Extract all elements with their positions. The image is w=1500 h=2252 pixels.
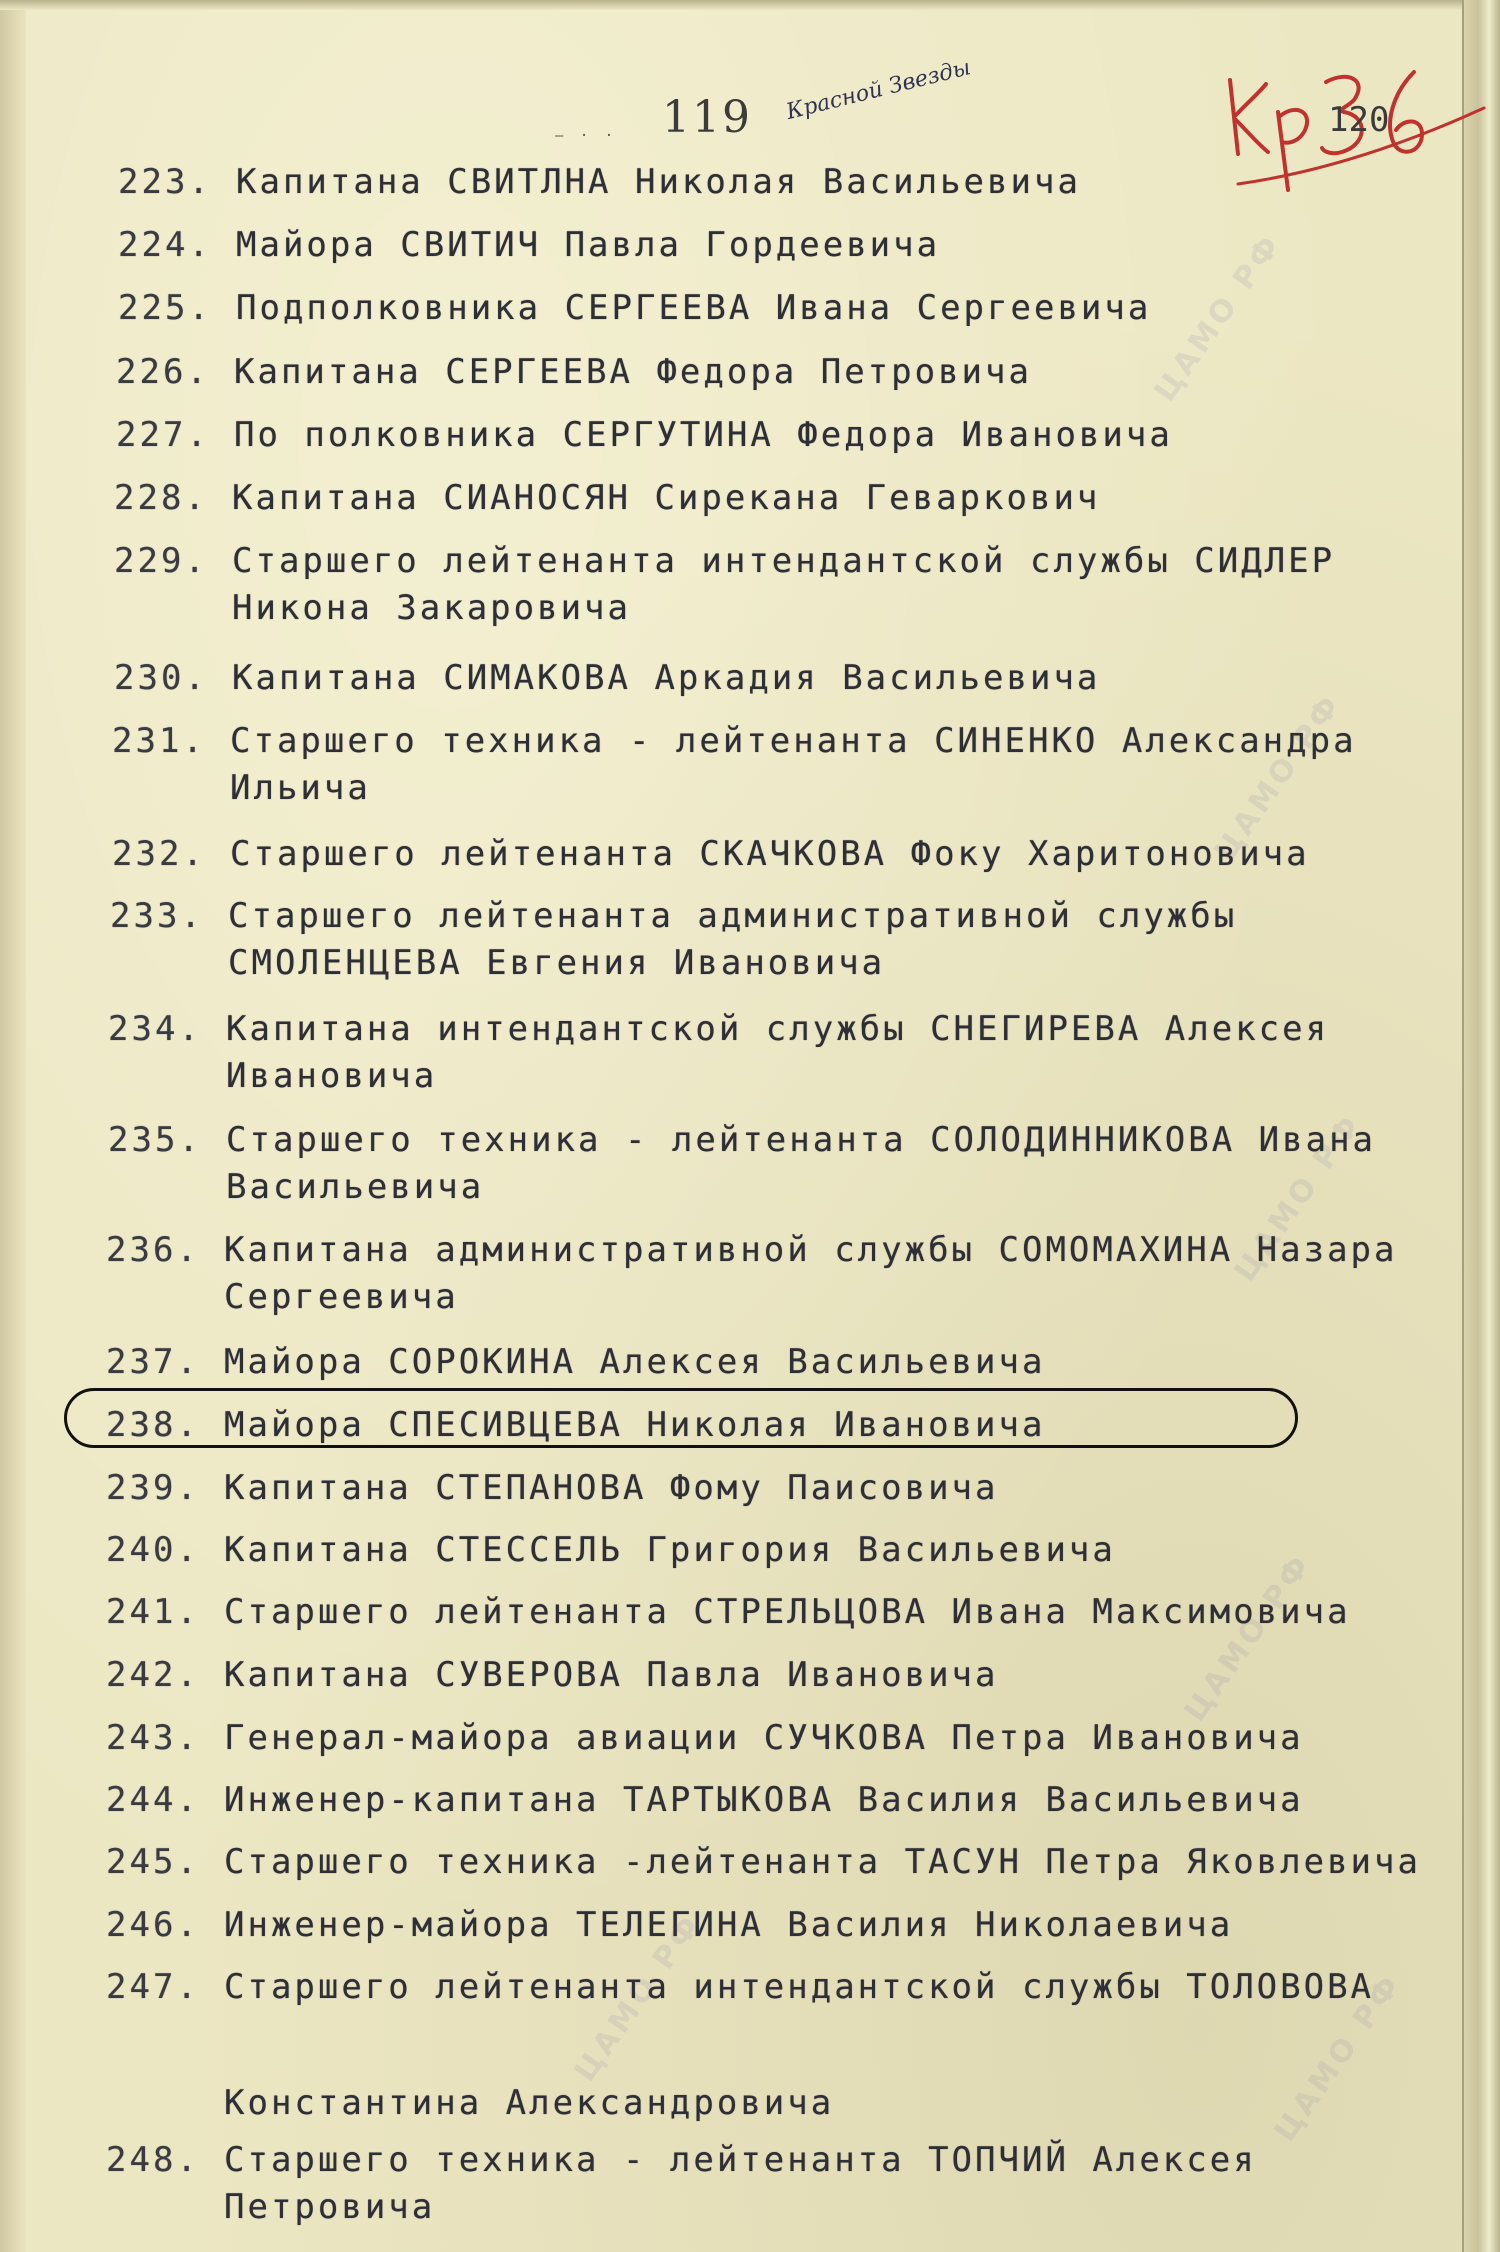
entry-number: 231.: [112, 721, 206, 761]
entry-continuation: Константина Александровича: [224, 2083, 835, 2123]
list-item: [106, 2140, 1257, 2180]
entry-number: 242.: [106, 1655, 200, 1695]
entry-text: Инженер-майора ТЕЛЕГИНА Василия Николаевича: [224, 1905, 1234, 1945]
list-item: [114, 658, 1100, 698]
list-item: [106, 1592, 1351, 1632]
entry-text: Капитана СТЕПАНОВА Фому Паисовича: [224, 1468, 999, 1508]
header-marks: – · ·: [555, 128, 618, 144]
entry-text: Старшего лейтенанта интендантской службы ТОЛОВОВА: [224, 1967, 1375, 2007]
entry-number: 236.: [106, 1230, 200, 1270]
watermark-text: ЦАМО РФ: [567, 1906, 710, 2089]
entry-number: 241.: [106, 1592, 200, 1632]
entry-number: 224.: [118, 225, 212, 265]
entry-text: Капитана СВИТЛНА Николая Васильевича: [236, 162, 1081, 202]
entry-number: 235.: [108, 1120, 202, 1160]
entry-number: 229.: [114, 541, 208, 581]
list-item: [106, 1780, 1304, 1820]
entry-text: Капитана СИАНОСЯН Сирекана Геваркович: [232, 478, 1101, 518]
list-item: [106, 1468, 999, 1508]
entry-text: Старшего лейтенанта интендантской службы СИДЛЕР: [232, 541, 1336, 581]
stamp-text: Красной Звезды: [783, 55, 974, 125]
entry-number: 244.: [106, 1780, 200, 1820]
entry-text: Старшего лейтенанта административной службы: [228, 896, 1238, 936]
entry-text: Капитана СУВЕРОВА Павла Ивановича: [224, 1655, 999, 1695]
list-item: [114, 541, 1335, 581]
entry-number: 239.: [106, 1468, 200, 1508]
entry-number: 237.: [106, 1342, 200, 1382]
list-item: [116, 352, 1032, 392]
entry-text: Капитана интендантской службы СНЕГИРЕВА Алексея: [226, 1009, 1330, 1049]
watermark-text: ЦАМО РФ: [1267, 1966, 1410, 2149]
list-item: [106, 1842, 1421, 1882]
entry-text: Подполковника СЕРГЕЕВА Ивана Сергеевича: [236, 288, 1152, 328]
entry-text: Майора СВИТИЧ Павла Гордеевича: [236, 225, 941, 265]
entry-number: 233.: [110, 896, 204, 936]
entry-number: 230.: [114, 658, 208, 698]
typed-page-number: 120: [1328, 100, 1390, 140]
list-item: [118, 225, 940, 265]
entry-number: 246.: [106, 1905, 200, 1945]
list-item: [106, 1718, 1304, 1758]
list-item: [112, 721, 1357, 761]
entry-continuation: СМОЛЕНЦЕВА Евгения Ивановича: [228, 943, 886, 983]
entry-text: Генерал-майора авиации СУЧКОВА Петра Ивановича: [224, 1718, 1304, 1758]
entry-number: 234.: [108, 1009, 202, 1049]
entry-text: Старшего лейтенанта СТРЕЛЬЦОВА Ивана Максимовича: [224, 1592, 1351, 1632]
list-item: [106, 1230, 1398, 1270]
list-item: [112, 834, 1310, 874]
watermark-text: ЦАМО РФ: [1227, 1106, 1370, 1289]
entry-continuation: Никона Закаровича: [232, 588, 631, 628]
entry-text: Старшего техника -лейтенанта ТАСУН Петра Яковлевича: [224, 1842, 1421, 1882]
list-item: [116, 415, 1173, 455]
watermark-text: ЦАМО РФ: [1177, 1546, 1320, 1729]
entry-number: 227.: [116, 415, 210, 455]
entry-number: 225.: [118, 288, 212, 328]
entry-number: 226.: [116, 352, 210, 392]
highlight-oval: [64, 1388, 1298, 1448]
entry-text: Старшего техника - лейтенанта СИНЕНКО Александра: [230, 721, 1357, 761]
entry-continuation: Сергеевича: [224, 1277, 459, 1317]
entry-text: Старшего лейтенанта СКАЧКОВА Фоку Харитоновича: [230, 834, 1310, 874]
entry-number: 248.: [106, 2140, 200, 2180]
list-item: [106, 1342, 1045, 1382]
entry-text: Старшего техника - лейтенанта ТОПЧИЙ Алексея: [224, 2140, 1257, 2180]
entry-text: Майора СПЕСИВЦЕВА Николая Ивановича: [224, 1405, 1046, 1445]
watermark-text: ЦАМО РФ: [1207, 686, 1350, 869]
entry-continuation: Ивановича: [226, 1056, 438, 1096]
entry-text: Майора СОРОКИНА Алексея Васильевича: [224, 1342, 1046, 1382]
entry-continuation: Васильевича: [226, 1167, 485, 1207]
list-item: [110, 896, 1237, 936]
page-number: 119: [662, 92, 752, 143]
entry-text: Инженер-капитана ТАРТЫКОВА Василия Васильевича: [224, 1780, 1304, 1820]
entry-text: Капитана СЕРГЕЕВА Федора Петровича: [234, 352, 1032, 392]
entry-number: 247.: [106, 1967, 200, 2007]
list-item: [106, 1655, 999, 1695]
entry-number: 240.: [106, 1530, 200, 1570]
entry-text: Старшего техника - лейтенанта СОЛОДИННИКОВА Ивана: [226, 1120, 1377, 1160]
list-item: [118, 288, 1151, 328]
list-item: [114, 478, 1100, 518]
entry-text: По полковника СЕРГУТИНА Федора Ивановича: [234, 415, 1173, 455]
entry-number: 232.: [112, 834, 206, 874]
list-item: [106, 1905, 1233, 1945]
list-item: [118, 162, 1081, 202]
entry-number: 245.: [106, 1842, 200, 1882]
entry-text: Капитана административной службы СОМОМАХИНА Назара: [224, 1230, 1398, 1270]
entry-number: 223.: [118, 162, 212, 202]
watermark-text: ЦАМО РФ: [1147, 226, 1290, 409]
entry-continuation: Ильича: [230, 768, 371, 808]
entry-number: 238.: [106, 1405, 200, 1445]
list-item: [106, 1967, 1374, 2007]
entry-text: Капитана СТЕССЕЛЬ Григория Васильевича: [224, 1530, 1116, 1570]
list-item: [108, 1120, 1376, 1160]
entry-continuation: Петровича: [224, 2187, 436, 2227]
list-item: [106, 1530, 1116, 1570]
entry-number: 228.: [114, 478, 208, 518]
entry-text: Капитана СИМАКОВА Аркадия Васильевича: [232, 658, 1101, 698]
entry-number: 243.: [106, 1718, 200, 1758]
list-item: [108, 1009, 1329, 1049]
